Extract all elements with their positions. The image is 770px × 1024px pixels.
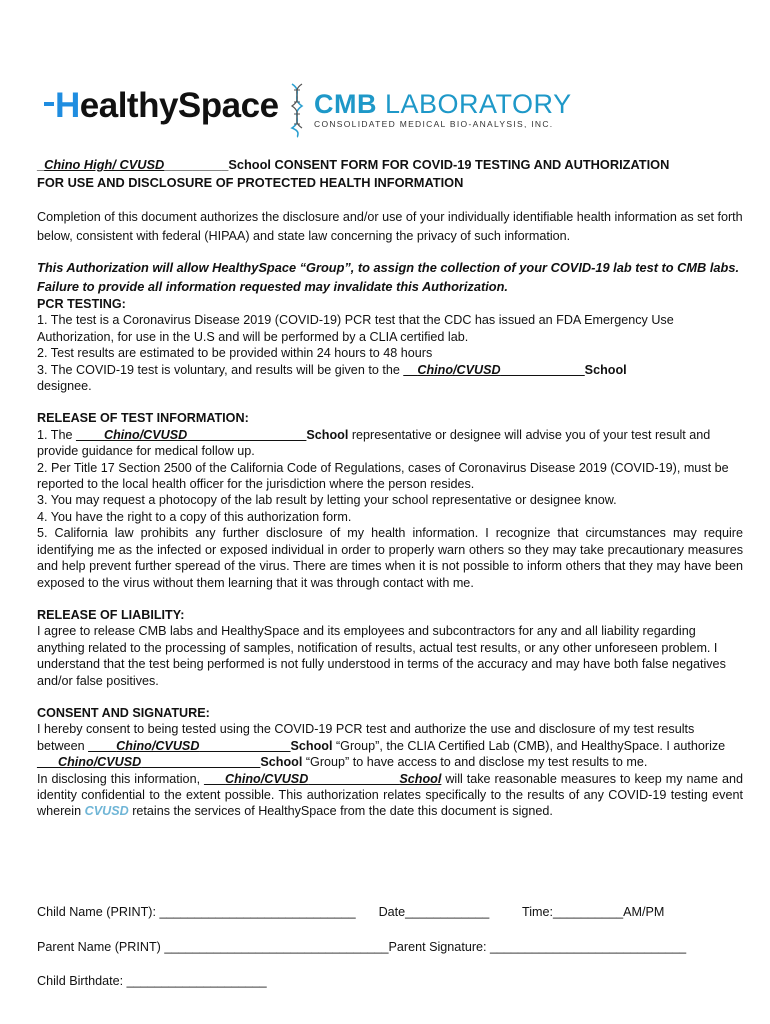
time-field[interactable]: Time:__________AM/PM (522, 905, 665, 919)
pcr-item-2: 2. Test results are estimated to be provided within 24 hours to 48 hours (37, 346, 433, 361)
healthyspace-logo: HealthySpace (44, 86, 279, 126)
title-line1: School CONSENT FORM FOR COVID-19 TESTING AND AUTHORIZATION (228, 157, 670, 172)
parent-name-field[interactable]: Parent Name (PRINT) ________________________________ (37, 940, 389, 954)
form-title: _Chino High/ CVUSD_________School CONSENT FORM FOR COVID-19 TESTING AND AUTHORIZATION FOR USE AND DISCLOSURE OF PROTECTED HEALTH INFORMATION (37, 157, 670, 190)
consent-paragraph-2: In disclosing this information, ___Chino/CVUSD_____________School will take reasonable measures to keep my name and identity confidential to the extent possible. This authorization relates specifically to the results of any COVID-19 testing event wherein CVUSD retains the services of HealthySpace from the date this document is signed. (37, 771, 743, 819)
cmb-logo-light: LABORATORY (385, 89, 572, 119)
liability-text: I agree to release CMB labs and HealthySpace and its employees and subcontractors for any and all liability regarding anything related to the processing of samples, notification of results, actual test results, or any other unforeseen problem. I understand that the test being performed is not fully understood in terms of the accuracy and may have both false negatives and/or false positives. (37, 624, 726, 688)
signature-row-1 (37, 905, 664, 919)
release-school-fill: Chino/CVUSD (104, 427, 188, 442)
release-item-5: 5. California law prohibits any further disclosure of my health information. I recognize that circumstances may require identifying me as the infected or exposed individual in order to properly warn others so they may take precautionary measures and help prevent further speread of the virus. There are times when it is not possible to inform others that they may have been exposed to the virus without them learning that it was through contact with me. (37, 526, 743, 590)
release-info-heading: RELEASE OF TEST INFORMATION: (37, 411, 249, 426)
title-school-fill: Chino High/ CVUSD (44, 157, 165, 172)
authorization-note: This Authorization will allow HealthySpace “Group”, to assign the collection of your COVID-19 lab test to CMB labs. Failure to provide all information requested may invalidate this Authorization. (37, 260, 740, 294)
title-line2: FOR USE AND DISCLOSURE OF PROTECTED HEALTH INFORMATION (37, 175, 464, 190)
consent-heading: CONSENT AND SIGNATURE: (37, 705, 210, 720)
signature-row-3 (37, 974, 267, 988)
child-birthdate-field[interactable]: Child Birthdate: ____________________ (37, 974, 267, 988)
cvusd-highlight: CVUSD (84, 804, 129, 819)
consent-paragraph-1: I hereby consent to being tested using the COVID-19 PCR test and authorize the use and disclosure of my test results between ____Chino/CVUSD_____________School “Group”, the CLIA Certified Lab (CMB), and HealthySpace. I authorize ___Chino/CVUSD_________________School “Group” to have access to and disclose my test results to me. (37, 722, 726, 770)
cmb-logo-bold: CMB (314, 89, 377, 119)
release-item-1: 1. The ____Chino/CVUSD_________________School representative or designee will advise you of your test result and provide guidance for medical follow up. (37, 427, 711, 459)
consent-form-body (37, 156, 743, 820)
liability-heading: RELEASE OF LIABILITY: (37, 607, 185, 622)
pcr-heading: PCR TESTING: (37, 297, 126, 311)
logo-dash-icon (44, 102, 54, 106)
signature-row-2 (37, 940, 686, 954)
consent-school-fill-2: Chino/CVUSD (58, 755, 142, 770)
release-item-2: 2. Per Title 17 Section 2500 of the California Code of Regulations, cases of Coronavirus Disease 2019 (COVID-19), must be reported to the local health officer for the jurisdiction where the person resides. (37, 460, 729, 492)
cmb-logo-subtitle: CONSOLIDATED MEDICAL BIO-ANALYSIS, INC. (314, 119, 554, 129)
cmb-logo (314, 90, 572, 129)
dna-helix-icon (288, 82, 306, 138)
pcr-item-3: 3. The COVID-19 test is voluntary, and results will be given to the __Chino/CVUSD____________School designee. (37, 362, 627, 394)
intro-paragraph: Completion of this document authorizes the disclosure and/or use of your individually identifiable health information as set forth below, consistent with federal (HIPAA) and state law concerning the privacy of such information. (37, 210, 743, 243)
child-name-field[interactable]: Child Name (PRINT): ____________________________ (37, 905, 356, 919)
header-logos (44, 82, 572, 142)
consent-school-fill-1: Chino/CVUSD (116, 738, 200, 753)
consent-school-fill-3: Chino/CVUSD (225, 771, 309, 786)
date-field[interactable]: Date____________ (378, 905, 490, 919)
parent-signature-field[interactable]: Parent Signature: ____________________________ (388, 940, 687, 954)
pcr-item-1: 1. The test is a Coronavirus Disease 2019 (COVID-19) PCR test that the CDC has issued an FDA Emergency Use Authorization, for use in the U.S and will be performed by a CLIA certified lab. (37, 313, 674, 344)
pcr-school-fill: Chino/CVUSD (417, 362, 501, 377)
release-item-3: 3. You may request a photocopy of the lab result by letting your school representative or designee know. (37, 493, 617, 508)
release-item-4: 4. You have the right to a copy of this authorization form. (37, 509, 352, 524)
